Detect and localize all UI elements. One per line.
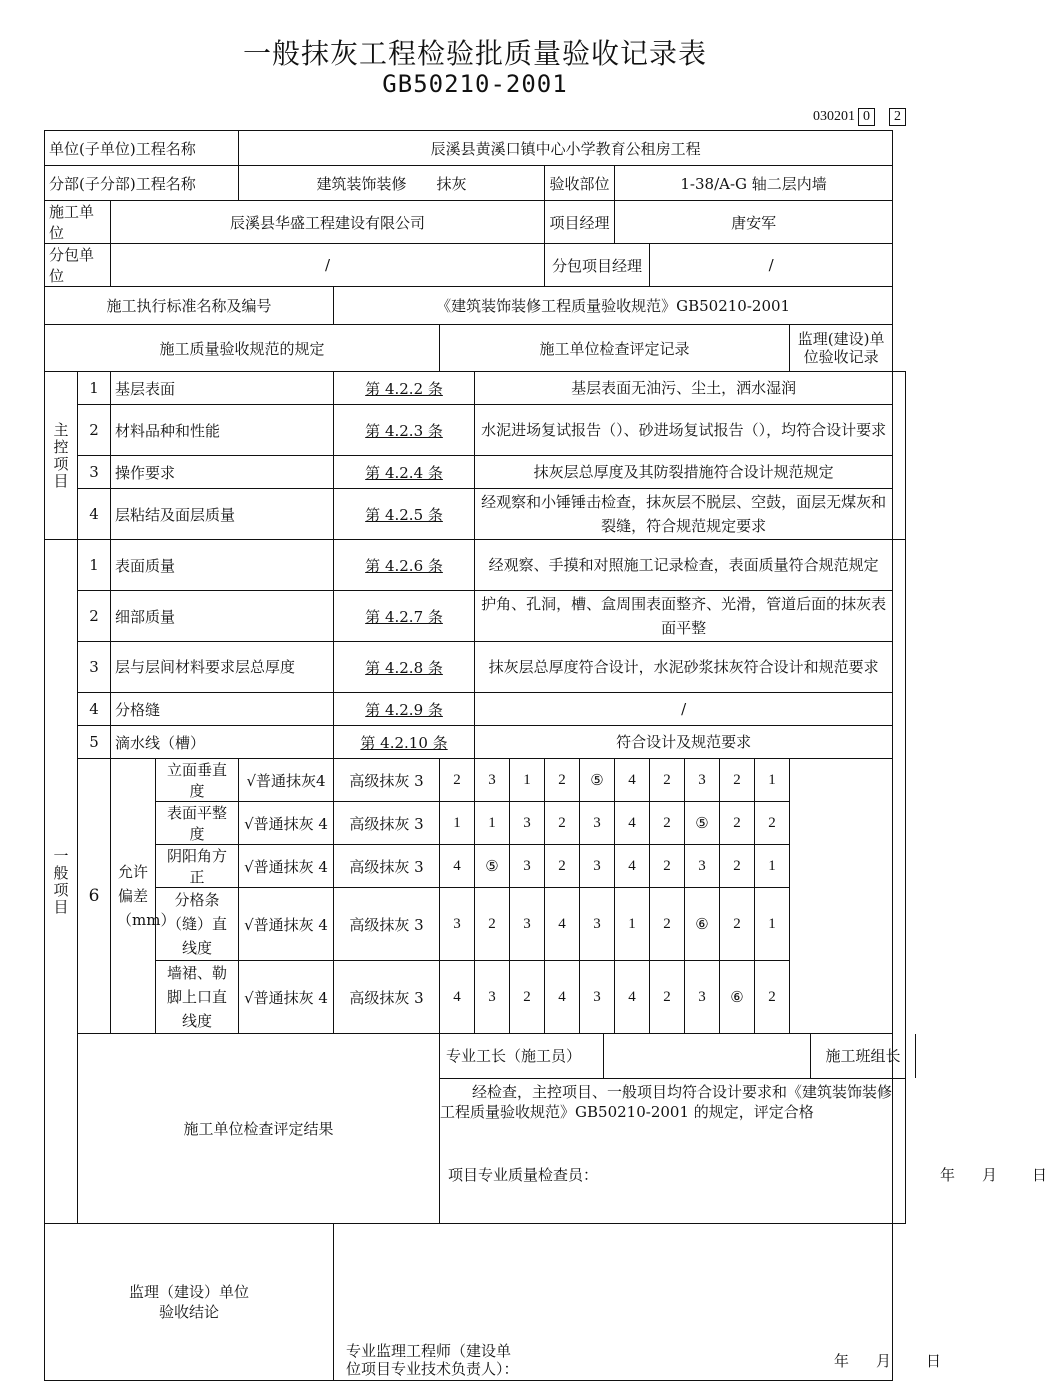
sheet-number-prefix: 030201 — [813, 109, 855, 124]
subcontract-unit-label: 分包单位 — [45, 244, 111, 287]
main-control-label: 主控项目 — [51, 421, 70, 490]
deviation-value: 2 — [545, 759, 580, 802]
deviation-high: 高级抹灰 3 — [334, 888, 440, 961]
item-no: 2 — [78, 591, 111, 642]
deviation-value: 2 — [650, 845, 685, 888]
deviation-value: ⑤ — [685, 802, 720, 845]
construction-unit-value: 辰溪县华盛工程建设有限公司 — [111, 201, 545, 244]
item-no: 1 — [78, 372, 111, 405]
deviation-value: 4 — [440, 845, 475, 888]
unit-project-label: 单位(子单位)工程名称 — [45, 131, 239, 166]
team-leader-label: 施工班组长 — [810, 1034, 916, 1078]
item-name: 细部质量 — [111, 591, 334, 642]
deviation-value: 4 — [545, 888, 580, 961]
deviation-value: 4 — [440, 961, 475, 1034]
supervision-engineer-line-1: 专业监理工程师（建设单 — [346, 1342, 512, 1360]
deviation-value: 3 — [440, 888, 475, 961]
deviation-value: 1 — [475, 802, 510, 845]
construction-conclusion: 经检查，主控项目、一般项目均符合设计要求和《建筑装饰装修工程质量验收规范》GB50210-2001 的规定，评定合格 — [440, 1083, 893, 1121]
deviation-value: ⑥ — [720, 961, 755, 1034]
item-name: 层与层间材料要求层总厚度 — [111, 642, 334, 693]
deviation-label: 允许偏差（mm） — [111, 759, 156, 1034]
construction-result-cell — [440, 1034, 1047, 1224]
item-clause: 第 4.2.10 条 — [334, 726, 475, 759]
foreman-label: 专业工长（施工员） — [440, 1034, 604, 1078]
deviation-value: 2 — [510, 961, 545, 1034]
standard-value: 《建筑装饰装修工程质量验收规范》GB50210-2001 — [334, 287, 893, 325]
deviation-value: 4 — [615, 802, 650, 845]
deviation-value: 3 — [475, 961, 510, 1034]
subcontract-manager-label: 分包项目经理 — [545, 244, 650, 287]
supervision-result-label-1: 监理（建设）单位 — [129, 1283, 250, 1301]
deviation-value: ⑤ — [580, 759, 615, 802]
deviation-value: 2 — [650, 802, 685, 845]
unit-project-value: 辰溪县黄溪口镇中心小学教育公租房工程 — [239, 131, 893, 166]
item-name: 材料品种和性能 — [111, 405, 334, 456]
deviation-item-name: 阴阳角方正 — [156, 845, 239, 888]
deviation-item-name: 墙裙、勒脚上口直线度 — [156, 961, 239, 1034]
deviation-value: 3 — [685, 759, 720, 802]
deviation-value: 3 — [685, 961, 720, 1034]
deviation-no: 6 — [78, 759, 111, 1034]
item-record: 抹灰层总厚度及其防裂措施符合设计规范规定 — [475, 456, 893, 489]
date-year: 年 — [940, 1166, 956, 1184]
deviation-value: 2 — [440, 759, 475, 802]
item-record: 基层表面无油污、尘土，洒水湿润 — [475, 372, 893, 405]
item-record: 经观察、手摸和对照施工记录检查，表面质量符合规范规定 — [475, 540, 893, 591]
acceptance-part-label: 验收部位 — [545, 166, 615, 201]
item-no: 5 — [78, 726, 111, 759]
deviation-value: 3 — [510, 845, 545, 888]
item-name: 操作要求 — [111, 456, 334, 489]
item-no: 1 — [78, 540, 111, 591]
item-no: 4 — [78, 693, 111, 726]
item-clause: 第 4.2.4 条 — [334, 456, 475, 489]
deviation-value: 2 — [720, 845, 755, 888]
date-day: 日 — [1032, 1166, 1047, 1184]
supervision-result-cell — [334, 1224, 942, 1381]
item-name: 层粘结及面层质量 — [111, 489, 334, 540]
deviation-high: 高级抹灰 3 — [334, 802, 440, 845]
item-no: 2 — [78, 405, 111, 456]
general-label-cell — [45, 540, 78, 1224]
deviation-value: 2 — [545, 802, 580, 845]
sub-project-value: 建筑装饰装修 抹灰 — [239, 166, 545, 201]
project-manager-label: 项目经理 — [545, 201, 615, 244]
sub-project-label: 分部(子分部)工程名称 — [45, 166, 239, 201]
deviation-value: 4 — [545, 961, 580, 1034]
page-title: 一般抹灰工程检验批质量验收记录表 — [242, 37, 707, 70]
item-clause: 第 4.2.9 条 — [334, 693, 475, 726]
item-record: 抹灰层总厚度符合设计，水泥砂浆抹灰符合设计和规范要求 — [475, 642, 893, 693]
deviation-value: 3 — [580, 888, 615, 961]
item-no: 4 — [78, 489, 111, 540]
spec-header: 施工质量验收规范的规定 — [45, 325, 440, 372]
subcontract-unit-value: / — [111, 244, 545, 287]
deviation-high: 高级抹灰 3 — [334, 961, 440, 1034]
date-month: 月 — [982, 1166, 998, 1184]
item-name: 分格缝 — [111, 693, 334, 726]
supervision-engineer-line-2: 位项目专业技术负责人）： — [346, 1360, 519, 1378]
item-name: 基层表面 — [111, 372, 334, 405]
deviation-value: 2 — [720, 759, 755, 802]
deviation-normal: √普通抹灰 4 — [239, 888, 334, 961]
deviation-value: 3 — [580, 845, 615, 888]
date-year: 年 — [834, 1352, 850, 1370]
item-clause: 第 4.2.6 条 — [334, 540, 475, 591]
deviation-value: 1 — [755, 845, 790, 888]
deviation-value: 4 — [615, 845, 650, 888]
deviation-value: 1 — [510, 759, 545, 802]
deviation-value: 3 — [685, 845, 720, 888]
deviation-value: 2 — [650, 961, 685, 1034]
deviation-high: 高级抹灰 3 — [334, 845, 440, 888]
item-clause: 第 4.2.5 条 — [334, 489, 475, 540]
acceptance-part-value: 1-38/A-G 轴二层内墙 — [615, 166, 893, 201]
deviation-normal: √普通抹灰 4 — [239, 802, 334, 845]
item-clause: 第 4.2.8 条 — [334, 642, 475, 693]
deviation-value: 2 — [650, 888, 685, 961]
deviation-value: 3 — [475, 759, 510, 802]
deviation-value: 3 — [510, 802, 545, 845]
deviation-value: 1 — [615, 888, 650, 961]
deviation-value: 4 — [615, 961, 650, 1034]
date-month: 月 — [876, 1352, 892, 1370]
item-record: 水泥进场复试报告（）、砂进场复试报告（），均符合设计要求 — [475, 405, 893, 456]
supervision-result-label-cell — [45, 1224, 334, 1381]
deviation-value: 2 — [720, 888, 755, 961]
sheet-number-box-1: 0 — [858, 108, 875, 126]
deviation-value: 2 — [475, 888, 510, 961]
project-manager-value: 唐安军 — [615, 201, 893, 244]
supervision-header: 监理(建设)单位验收记录 — [790, 325, 893, 372]
deviation-value: 2 — [650, 759, 685, 802]
deviation-item-name: 分格条（缝）直线度 — [156, 888, 239, 961]
construction-result-label: 施工单位检查评定结果 — [78, 1034, 440, 1224]
main-control-label-cell — [45, 372, 78, 540]
deviation-value: 1 — [440, 802, 475, 845]
deviation-value: 2 — [720, 802, 755, 845]
check-header: 施工单位检查评定记录 — [440, 325, 790, 372]
supervision-engineer-label — [346, 1342, 519, 1378]
deviation-value: 3 — [510, 888, 545, 961]
general-label: 一般项目 — [51, 847, 70, 916]
sheet-number — [813, 108, 906, 126]
deviation-normal: √普通抹灰 4 — [239, 961, 334, 1034]
signature-row — [440, 1034, 905, 1079]
item-name: 滴水线（槽） — [111, 726, 334, 759]
item-record: 经观察和小锤锤击检查，抹灰层不脱层、空鼓，面层无煤灰和裂缝，符合规范规定要求 — [475, 489, 893, 540]
item-record: 符合设计及规范要求 — [475, 726, 893, 759]
item-record: / — [475, 693, 893, 726]
deviation-normal: √普通抹灰4 — [239, 759, 334, 802]
supervision-result-label-2: 验收结论 — [159, 1303, 220, 1321]
deviation-value: 4 — [615, 759, 650, 802]
deviation-item-name: 表面平整度 — [156, 802, 239, 845]
standard-label: 施工执行标准名称及编号 — [45, 287, 334, 325]
deviation-high: 高级抹灰 3 — [334, 759, 440, 802]
deviation-item-name: 立面垂直度 — [156, 759, 239, 802]
deviation-value: ⑤ — [475, 845, 510, 888]
item-record: 护角、孔洞，槽、盒周围表面整齐、光滑，管道后面的抹灰表面平整 — [475, 591, 893, 642]
standard-code: GB50210-2001 — [382, 70, 568, 98]
item-clause: 第 4.2.7 条 — [334, 591, 475, 642]
deviation-value: 2 — [545, 845, 580, 888]
deviation-value: 1 — [755, 759, 790, 802]
construction-unit-label: 施工单位 — [45, 201, 111, 244]
deviation-value: 1 — [755, 888, 790, 961]
deviation-value: 2 — [755, 961, 790, 1034]
deviation-value: ⑥ — [685, 888, 720, 961]
deviation-value: 3 — [580, 961, 615, 1034]
item-clause: 第 4.2.3 条 — [334, 405, 475, 456]
deviation-value: 2 — [755, 802, 790, 845]
item-no: 3 — [78, 642, 111, 693]
item-clause: 第 4.2.2 条 — [334, 372, 475, 405]
item-name: 表面质量 — [111, 540, 334, 591]
deviation-normal: √普通抹灰 4 — [239, 845, 334, 888]
deviation-value: 3 — [580, 802, 615, 845]
inspection-record-table — [44, 130, 1047, 1381]
inspector-label: 项目专业质量检查员： — [448, 1166, 599, 1184]
main-control-supervision-cell — [893, 372, 906, 540]
subcontract-manager-value: / — [650, 244, 893, 287]
item-no: 3 — [78, 456, 111, 489]
sheet-number-box-2: 2 — [889, 108, 906, 126]
date-day: 日 — [926, 1352, 942, 1370]
